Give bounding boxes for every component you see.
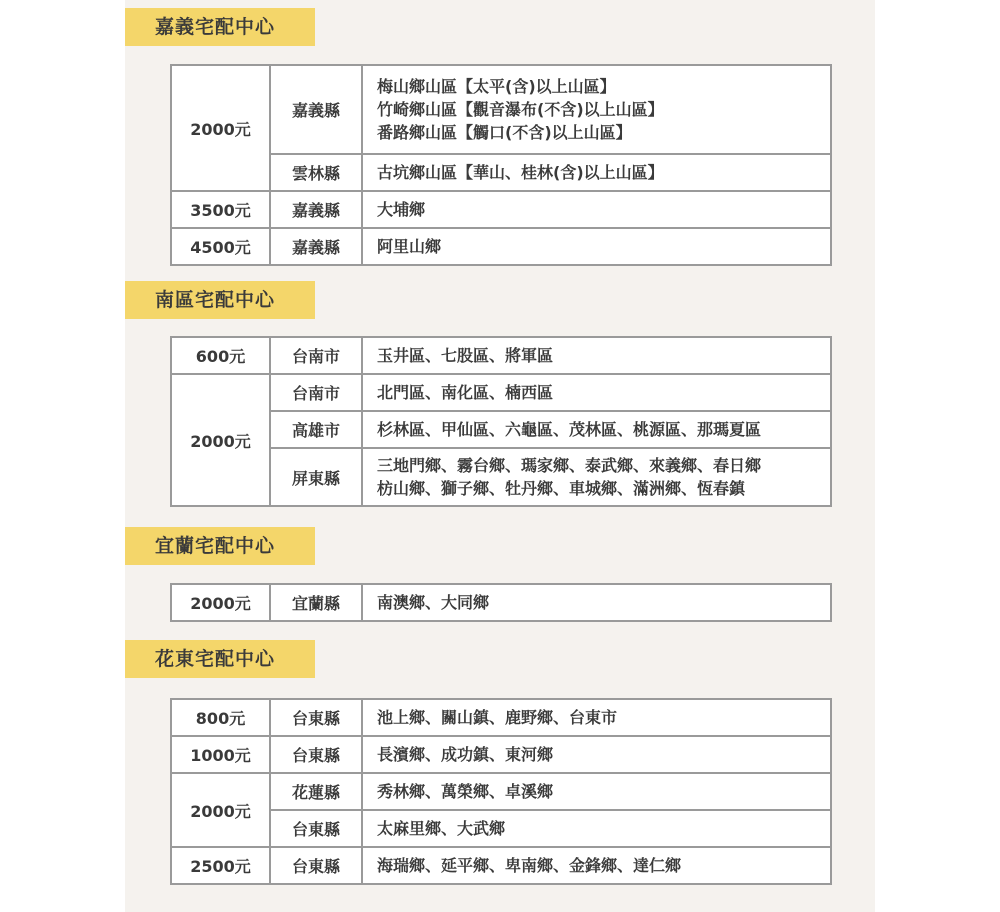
- county-cell: 台南市: [270, 337, 362, 374]
- fee-table-south: [170, 336, 832, 507]
- areas-cell: 古坑鄉山區【華山、桂林(含)以上山區】: [362, 154, 831, 191]
- fee-table-yilan: [170, 583, 832, 622]
- area-line: 梅山鄉山區【太平(含)以上山區】: [377, 77, 616, 96]
- county-cell: 花蓮縣: [270, 773, 362, 810]
- county-cell: 嘉義縣: [270, 65, 362, 154]
- table-row: [171, 191, 831, 228]
- table-row: [171, 736, 831, 773]
- area-line: 竹崎鄉山區【觀音瀑布(不含)以上山區】: [377, 100, 664, 119]
- price-cell: 2000元: [171, 65, 270, 191]
- table-row: [171, 810, 831, 847]
- price-cell: 800元: [171, 699, 270, 736]
- price-cell: 600元: [171, 337, 270, 374]
- price-cell: 4500元: [171, 228, 270, 265]
- areas-cell: 北門區、南化區、楠西區: [362, 374, 831, 411]
- county-cell: 台東縣: [270, 810, 362, 847]
- area-line: 枋山鄉、獅子鄉、牡丹鄉、車城鄉、滿洲鄉、恆春鎮: [377, 479, 746, 498]
- county-cell: 嘉義縣: [270, 191, 362, 228]
- table-row: [171, 228, 831, 265]
- areas-cell: 池上鄉、關山鎮、鹿野鄉、台東市: [362, 699, 831, 736]
- area-line: 三地門鄉、霧台鄉、瑪家鄉、泰武鄉、來義鄉、春日鄉: [377, 456, 762, 475]
- section-title-chiayi: 嘉義宅配中心: [125, 8, 315, 46]
- areas-cell: 長濱鄉、成功鎮、東河鄉: [362, 736, 831, 773]
- areas-cell: 海瑞鄉、延平鄉、卑南鄉、金鋒鄉、達仁鄉: [362, 847, 831, 884]
- price-cell: 2000元: [171, 584, 270, 621]
- areas-cell: 玉井區、七股區、將軍區: [362, 337, 831, 374]
- section-title-huadong: 花東宅配中心: [125, 640, 315, 678]
- county-cell: 嘉義縣: [270, 228, 362, 265]
- section-title-yilan: 宜蘭宅配中心: [125, 527, 315, 565]
- table-row: [171, 154, 831, 191]
- county-cell: 台東縣: [270, 847, 362, 884]
- table-row: [171, 374, 831, 411]
- areas-cell: 大埔鄉: [362, 191, 831, 228]
- table-row: [171, 584, 831, 621]
- county-cell: 宜蘭縣: [270, 584, 362, 621]
- table-row: [171, 411, 831, 448]
- price-cell: 2000元: [171, 374, 270, 506]
- section-title-south: 南區宅配中心: [125, 281, 315, 319]
- table-row: [171, 65, 831, 154]
- table-row: [171, 448, 831, 506]
- price-cell: 3500元: [171, 191, 270, 228]
- price-cell: 1000元: [171, 736, 270, 773]
- county-cell: 高雄市: [270, 411, 362, 448]
- table-row: [171, 699, 831, 736]
- areas-cell: 南澳鄉、大同鄉: [362, 584, 831, 621]
- county-cell: 台南市: [270, 374, 362, 411]
- price-cell: 2500元: [171, 847, 270, 884]
- county-cell: 雲林縣: [270, 154, 362, 191]
- areas-cell: [362, 65, 831, 154]
- areas-cell: 阿里山鄉: [362, 228, 831, 265]
- areas-cell: [362, 448, 831, 506]
- fee-table-chiayi: [170, 64, 832, 266]
- fee-table-huadong: [170, 698, 832, 885]
- areas-cell: 杉林區、甲仙區、六龜區、茂林區、桃源區、那瑪夏區: [362, 411, 831, 448]
- price-cell: 2000元: [171, 773, 270, 847]
- table-row: [171, 337, 831, 374]
- areas-cell: 太麻里鄉、大武鄉: [362, 810, 831, 847]
- area-line: 番路鄉山區【觸口(不含)以上山區】: [377, 123, 632, 142]
- table-row: [171, 773, 831, 810]
- table-row: [171, 847, 831, 884]
- areas-cell: 秀林鄉、萬榮鄉、卓溪鄉: [362, 773, 831, 810]
- county-cell: 台東縣: [270, 699, 362, 736]
- county-cell: 屏東縣: [270, 448, 362, 506]
- county-cell: 台東縣: [270, 736, 362, 773]
